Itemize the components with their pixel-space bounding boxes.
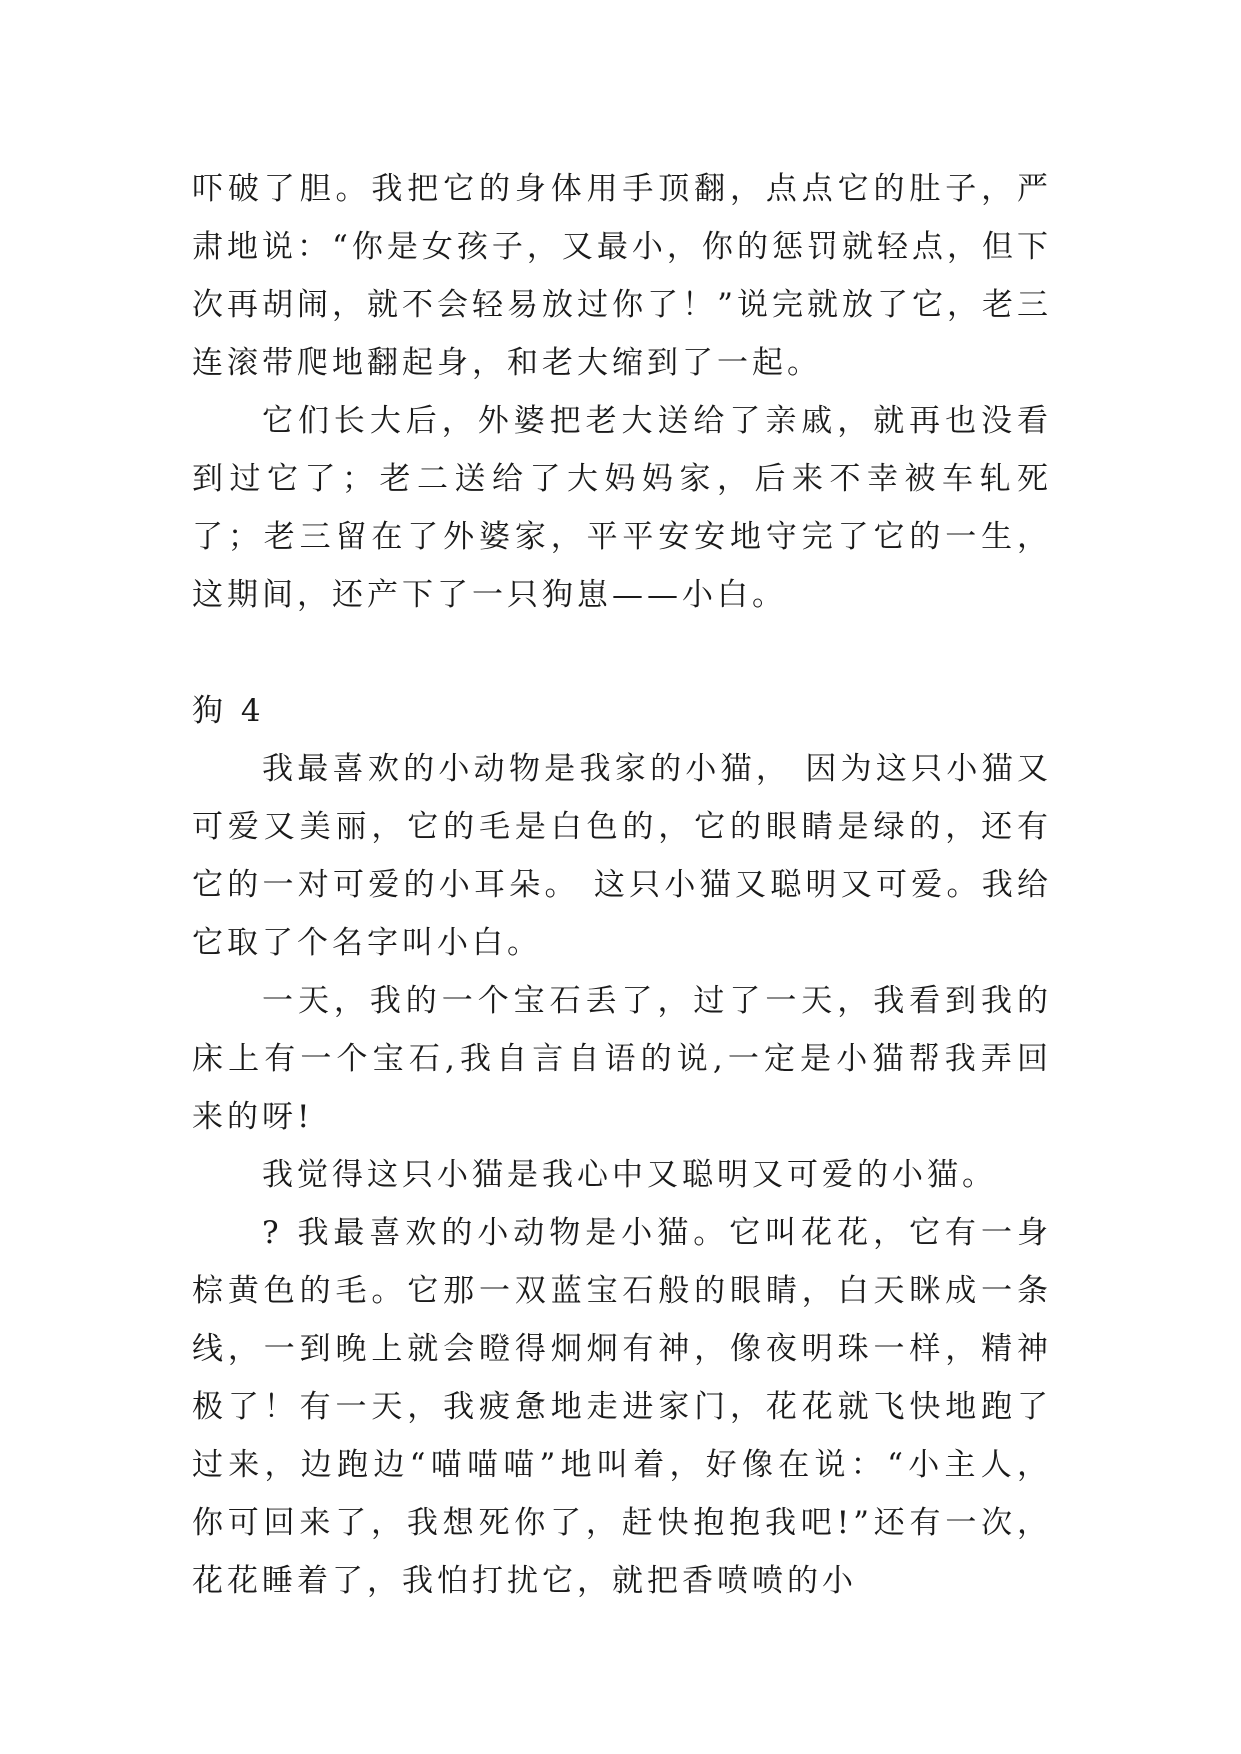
paragraph-conclusion: 我觉得这只小猫是我心中又聪明又可爱的小猫。 xyxy=(262,1157,997,1193)
paragraph-continuation: 吓破了胆。我把它的身体用手顶翻，点点它的肚子，严肃地说：“你是女孩子，又最小，你的惩罚就轻点，但下次再胡闹，就不会轻易放过你了！”说完就放了它，老三连滚带爬地翻起身，和老大缩到了一起。 xyxy=(192,171,1052,381)
paragraph-huahua: ? 我最喜欢的小动物是小猫。它叫花花，它有一身棕黄色的毛。它那一双蓝宝石般的眼睛，白天眯成一条线，一到晚上就会瞪得炯炯有神，像夜明珠一样，精神极了！有一天，我疲惫地走进家门，花花就飞快地跑了过来，边跑边“喵喵喵”地叫着，好像在说：“小主人，你可回来了，我想死你了，赶快抱抱我吧!”还有一次，花花睡着了，我怕打扰它，就把香喷喷的小 xyxy=(192,1215,1052,1599)
section-spacer xyxy=(192,624,1052,682)
document-body xyxy=(192,160,1052,1610)
paragraph-dogs-fate: 它们长大后，外婆把老大送给了亲戚，就再也没看到过它了；老二送给了大妈妈家，后来不幸被车轧死了；老三留在了外婆家，平平安安地守完了它的一生，这期间，还产下了一只狗崽——小白。 xyxy=(192,403,1052,613)
paragraph-gem-story: 一天，我的一个宝石丢了，过了一天，我看到我的床上有一个宝石,我自言自语的说,一定是小猫帮我弄回来的呀! xyxy=(192,983,1052,1135)
paragraph-favorite-cat: 我最喜欢的小动物是我家的小猫， 因为这只小猫又可爱又美丽，它的毛是白色的，它的眼睛是绿的，还有它的一对可爱的小耳朵。 这只小猫又聪明又可爱。我给它取了个名字叫小白。 xyxy=(192,751,1052,961)
section-heading: 狗 4 xyxy=(192,693,265,729)
